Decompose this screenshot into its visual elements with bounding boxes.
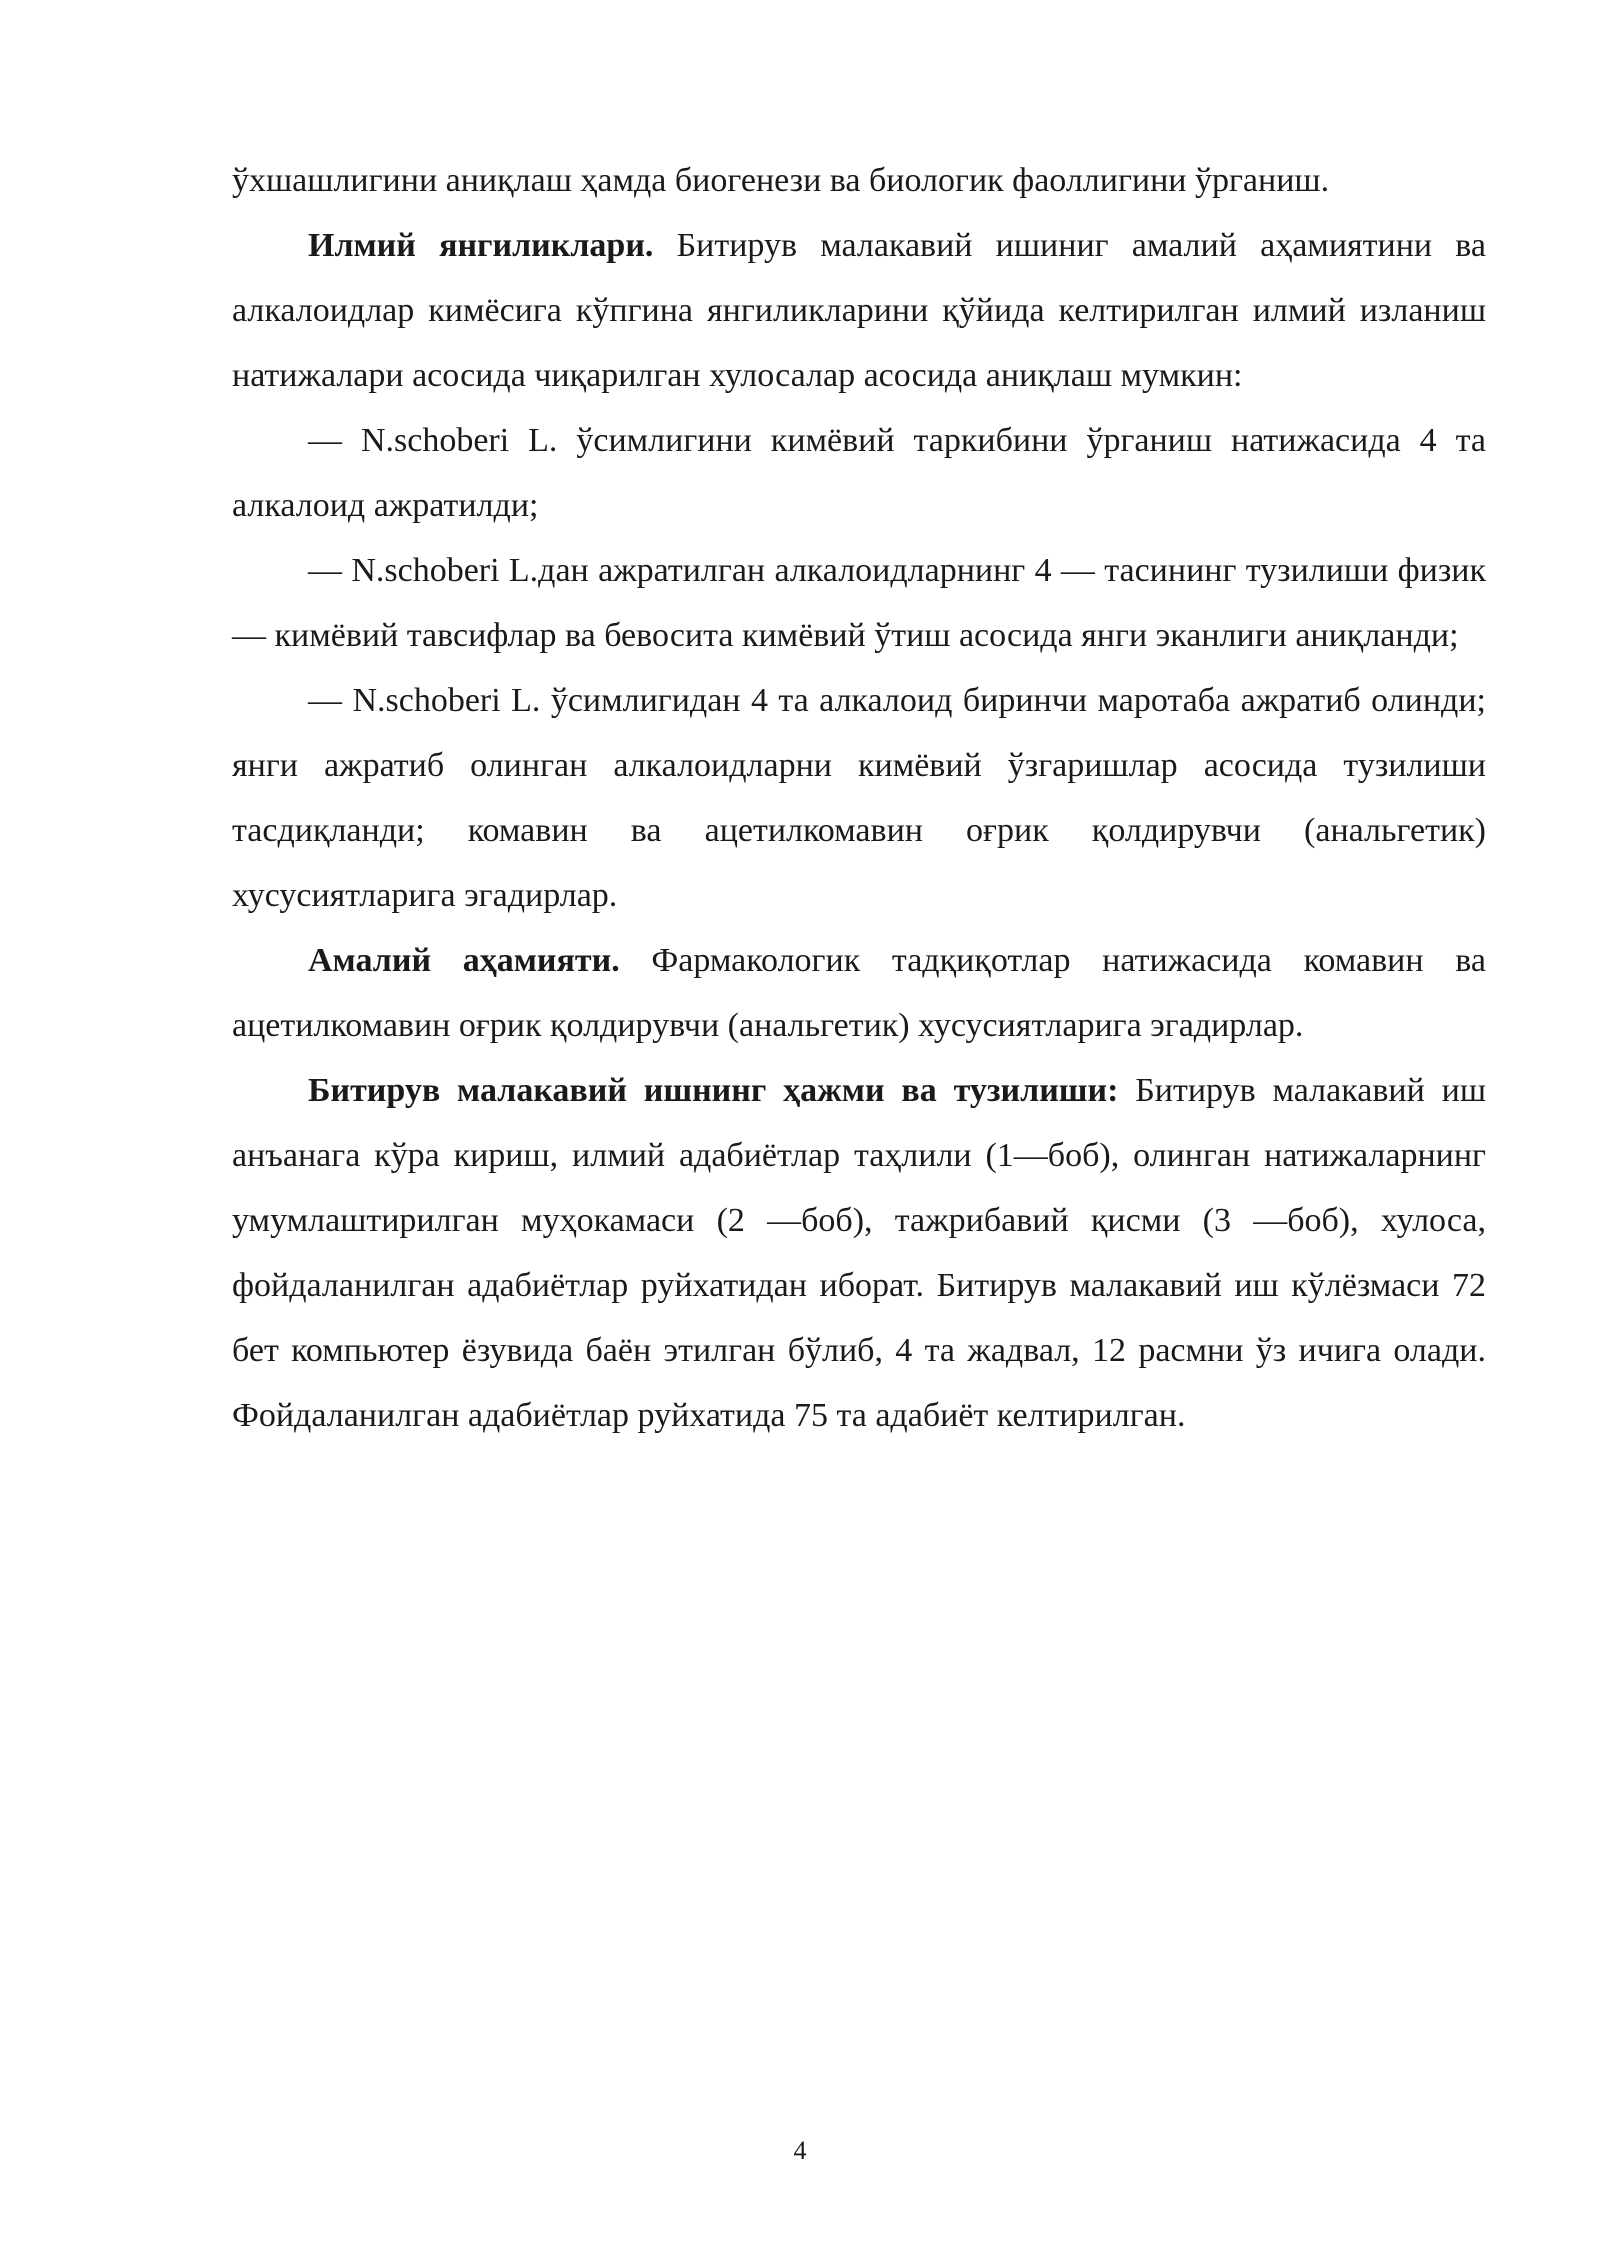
text-practical-significance: Фармакологик тадқиқотлар натижасида комавин ва ацетилкомавин оғрик қолдирувчи (анальгетик) хусусиятларига эгадирлар. xyxy=(232,942,1486,1044)
list-item-3: — N.schoberi L. ўсимлигидан 4 та алкалоид биринчи маротаба ажратиб олинди; янги ажратиб олинган алкалоидларни кимёвий ўзгаришлар асосида тузилиши тасдиқланди; комавин ва ацетилкомавин оғрик қолдирувчи (анальгетик) хусусиятларига эгадирлар. xyxy=(232,682,1486,914)
heading-practical-significance: Амалий аҳамияти. xyxy=(308,942,620,979)
list-item-2: — N.schoberi L.дан ажратилган алкалоидларнинг 4 — тасининг тузилиши физик — кимёвий тавсифлар ва бевосита кимёвий ўтиш асосида янги эканлиги аниқланди; xyxy=(232,552,1486,654)
paragraph-continuation: ўхшашлигини аниқлаш ҳамда биогенези ва биологик фаоллигини ўрганиш. xyxy=(232,162,1330,199)
paragraph-scientific-novelty xyxy=(232,213,1486,408)
paragraph-practical-significance xyxy=(232,928,1486,1058)
text-structure: Битирув малакавий иш анъанага кўра кириш, илмий адабиётлар таҳлили (1—боб), олинган натижаларнинг умумлаштирилган муҳокамаси (2 —боб), тажрибавий қисми (3 —боб), хулоса, фойдаланилган адабиётлар руйхатидан иборат. Битирув малакавий иш кўлёзмаси 72 бет компьютер ёзувида баён этилган бўлиб, 4 та жадвал, 12 расмни ўз ичига олади. Фойдаланилган адабиётлар руйхатида 75 та адабиёт келтирилган. xyxy=(232,1072,1486,1434)
paragraph-structure xyxy=(232,1058,1486,1448)
heading-scientific-novelty: Илмий янгиликлари. xyxy=(308,227,654,264)
page-number: 4 xyxy=(793,2136,807,2165)
document-body xyxy=(232,148,1486,1448)
text-scientific-novelty: Битирув малакавий ишиниг амалий аҳамиятини ва алкалоидлар кимёсига кўпгина янгиликларини қўйида келтирилган илмий изланиш натижалари асосида чиқарилган хулосалар асосида аниқлаш мумкин: xyxy=(232,227,1487,394)
list-item-1: — N.schoberi L. ўсимлигини кимёвий таркибини ўрганиш натижасида 4 та алкалоид ажратилди; xyxy=(232,422,1486,524)
heading-structure: Битирув малакавий ишнинг ҳажми ва тузилиши: xyxy=(308,1072,1119,1109)
